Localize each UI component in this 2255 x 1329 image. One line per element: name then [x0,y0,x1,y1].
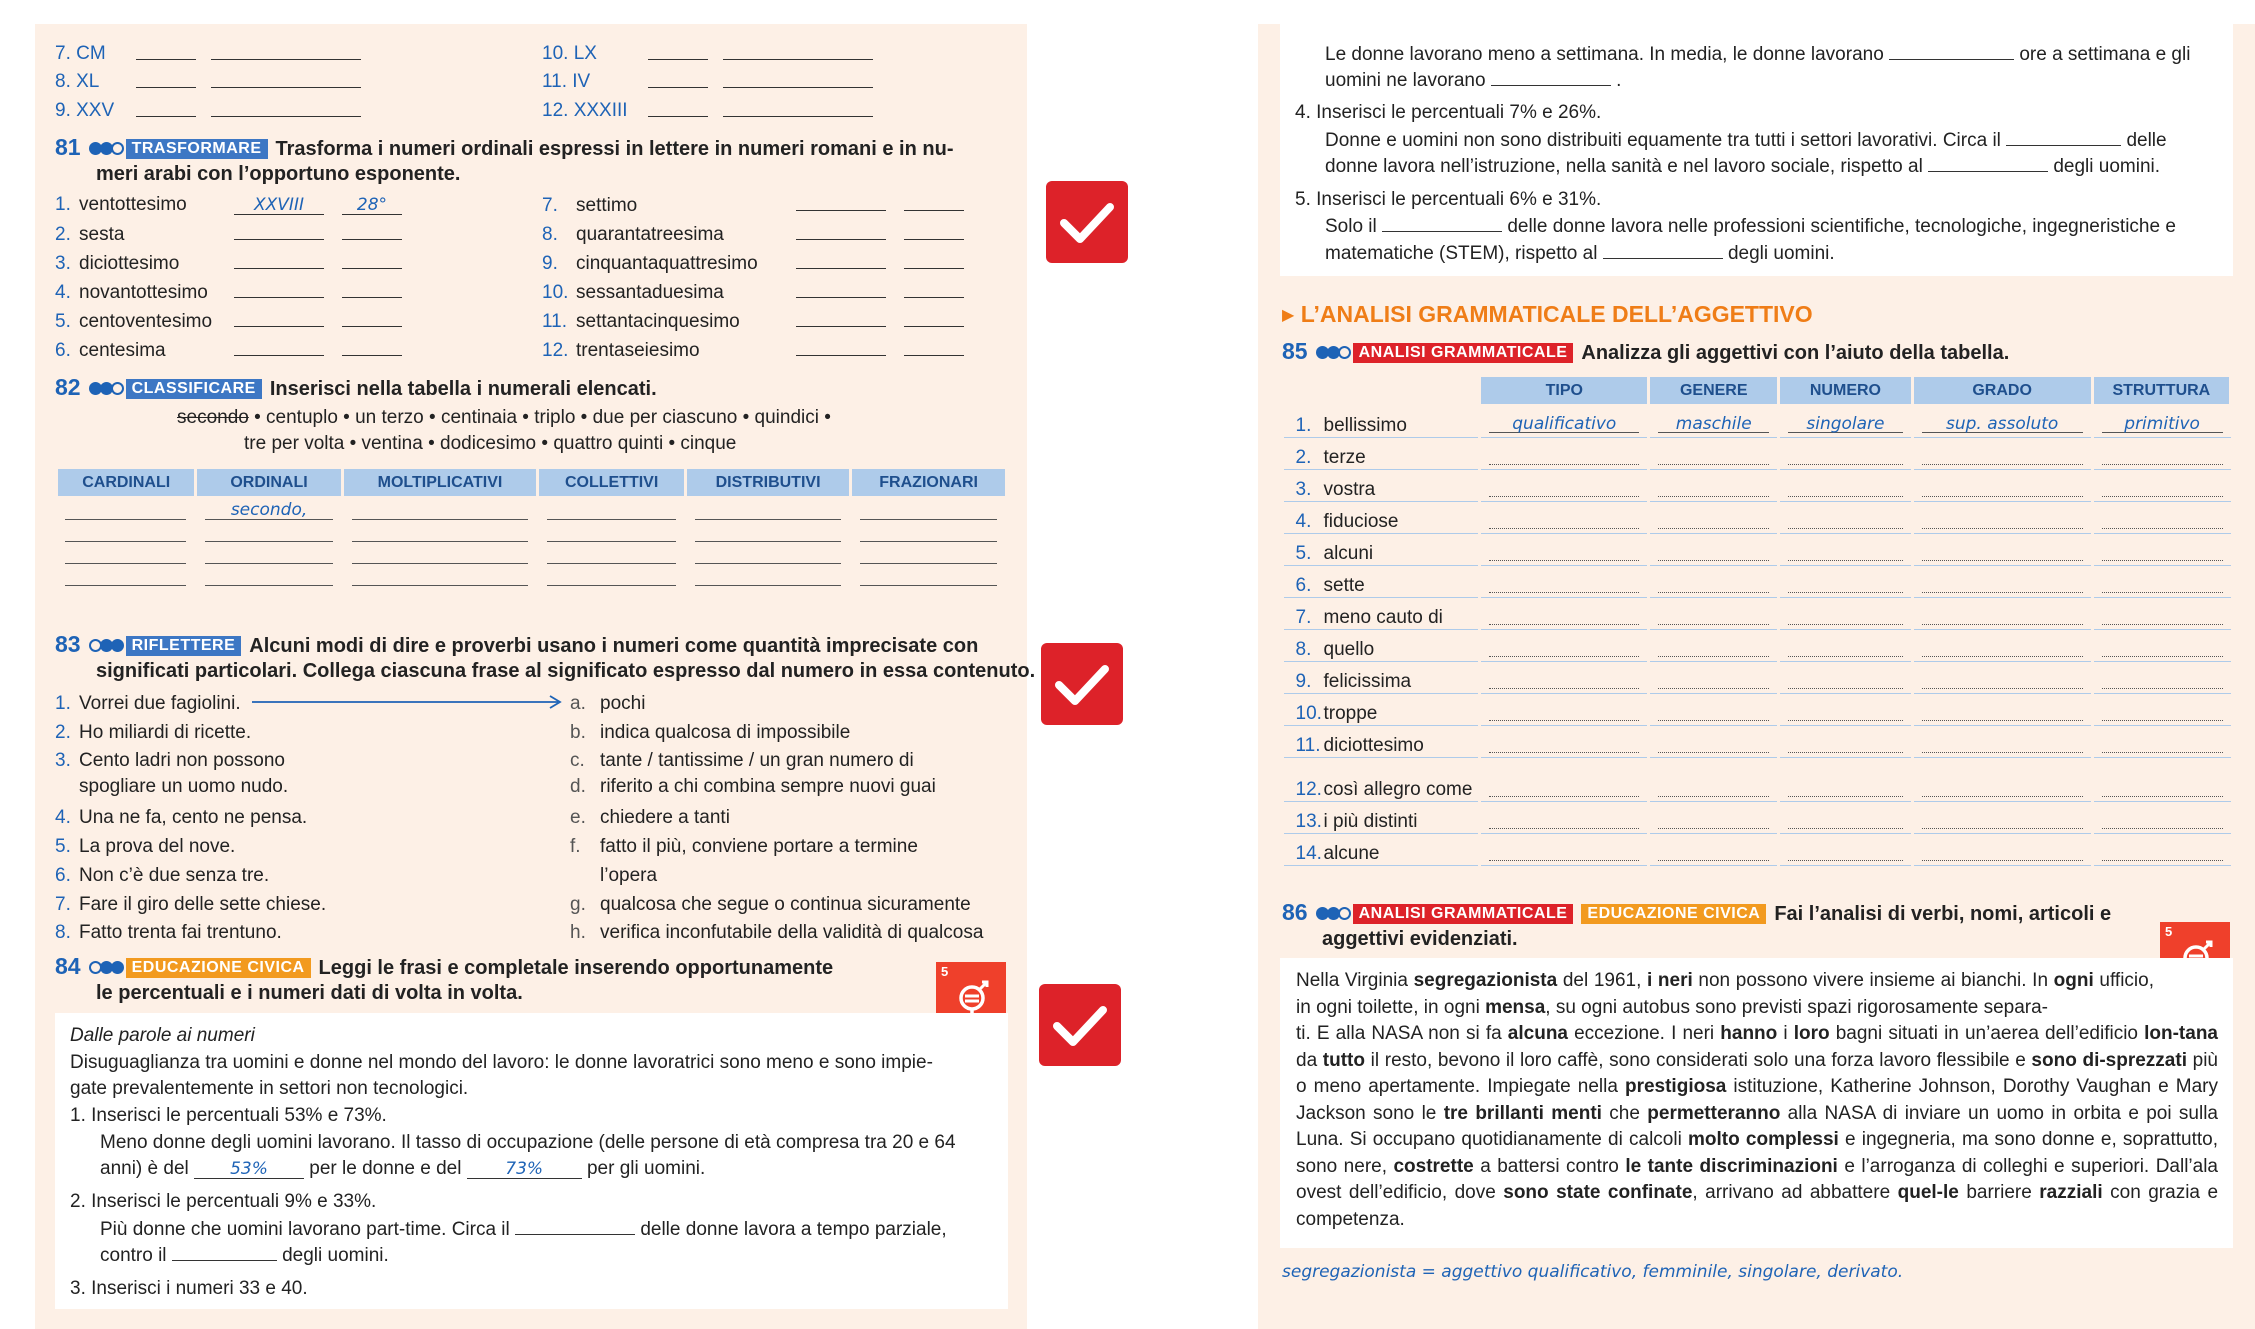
answer-line[interactable] [1788,605,1902,625]
ex83-title: 83 RIFLETTERE Alcuni modi di dire e proverbi usano i numeri come quantità imprecisate con [55,631,979,657]
ex83-phrase: 2. Ho miliardi di ricette. [55,722,252,743]
ex83-phrase: 1. Vorrei due fagiolini. [55,693,241,714]
ex82-header: CARDINALI [57,468,196,498]
ex84-q1-text-l2: anni) è del 53% per le donne e del 73% per gli uomini. [100,1158,706,1179]
ex81-item: 5. centoventesimo [55,309,402,334]
ex84-q5: 5. Inserisci le percentuali 6% e 31%. [1295,189,1602,210]
answer-line[interactable] [1489,509,1639,529]
table-row: 3. vostra [1284,470,2231,502]
answer-line[interactable] [695,522,841,542]
ex83-meaning: b. indica qualcosa di impossibile [570,722,851,743]
ex83-meaning: e. chiedere a tanti [570,807,730,828]
answer-line[interactable] [547,566,676,586]
answer-line[interactable] [2102,669,2223,689]
table-row: 11. diciottesimo [1284,726,2231,758]
answer-line[interactable] [695,544,841,564]
ex83-meaning: d. riferito a chi combina sempre nuovi guai [570,776,936,797]
ex82-title: 82 CLASSIFICARE Inserisci nella tabella i numerali elencati. [55,374,657,400]
ex85-header: STRUTTURA [2092,376,2230,406]
ex84-q2-text-l2: contro il degli uomini. [100,1245,389,1266]
answer-line[interactable] [1788,841,1902,861]
answer-line[interactable] [205,544,332,564]
answer-line[interactable] [2102,509,2223,529]
answer-line[interactable] [1922,733,2083,753]
table-row: 13.i più distinti [1284,802,2231,834]
answer-line[interactable] [1489,573,1639,593]
ex83-title-cont: significati particolari. Collega ciascuna frase al significato espresso dal numero in essa contenuto. [96,660,1036,682]
table-row: 2. terze [1284,438,2231,470]
ex83-meaning: g. qualcosa che segue o continua sicuramente [570,894,971,915]
ex84-box-title: Dalle parole ai numeri [70,1025,255,1046]
ex84-q3: 3. Inserisci i numeri 33 e 40. [70,1278,308,1299]
ex83-phrase: 6. Non c’è due senza tre. [55,865,270,886]
answer-line[interactable] [2102,573,2223,593]
answer-line[interactable]: qualificativo [1489,413,1639,433]
table-row: 4. fiduciose [1284,502,2231,534]
answer-line[interactable] [205,522,332,542]
table-row [57,564,1007,586]
table-row: 6. sette [1284,566,2231,598]
answer-line[interactable] [1489,477,1639,497]
table-row: 10.troppe [1284,694,2231,726]
answer-line[interactable] [2102,637,2223,657]
ex83-phrase: 7. Fare il giro delle sette chiese. [55,894,327,915]
ex86-passage-cont: ti. E alla NASA non si fa alcuna eccezione. I neri hanno i loro bagni situati in un’aerea dell’edificio lon-tana da tutto il resto, bevono il loro caffè, sono considerati solo una forza lavoro flessibile e sono di-sprezzati più o meno apertamente. Impiegate nella prestigiosa istituzione, Katherine Johnson, Dorothy Vaughan e Mary Jackson sono le tre brillanti menti che permetteranno alla NASA di inviare un uomo in orbita e poi sulla Luna. Si occupano quotidianamente di calcoli molto complessi e ingegneria, ma sono donne e, soprattutto, sono nere, costrette a battersi contro le tante discriminazioni e l’arroganza di colleghi e superiori. Dall’ala ovest dell’edificio, dove sono state confinate, arrivano ad abbattere quel-le barriere razziali con grazia e competenza. [1296,1023,2219,1230]
ex86-title: 86 ANALISI GRAMMATICALE EDUCAZIONE CIVICA Fai l’analisi di verbi, nomi, articoli e [1282,899,2112,925]
answer-line[interactable] [1489,841,1639,861]
answer-line[interactable] [1788,509,1902,529]
answer-line[interactable] [1922,605,2083,625]
answer-line[interactable] [1658,701,1769,721]
ex83-meaning: l’opera [600,865,658,886]
ex84-q1-text: Meno donne degli uomini lavorano. Il tasso di occupazione (delle persone di età compresa tra 20 e 64 [100,1132,956,1153]
answer-line[interactable] [1489,701,1639,721]
answer-line[interactable] [1922,477,2083,497]
section-title: ▶ L’ANALISI GRAMMATICALE DELL’AGGETTIVO [1282,301,1813,327]
answer-line[interactable] [1489,541,1639,561]
answer-line[interactable] [1788,477,1902,497]
answer-line[interactable] [2102,733,2223,753]
sdg-gender-equality-badge: 5 [936,962,1006,1032]
answer-line[interactable] [352,566,529,586]
ex84-q4: 4. Inserisci le percentuali 7% e 26%. [1295,102,1602,123]
ex81-title-cont: meri arabi con l’opportuno esponente. [96,163,461,185]
answer-line[interactable] [65,566,187,586]
answer-line[interactable] [1788,541,1902,561]
ex81-item: 2. sesta [55,222,402,247]
answer-line[interactable]: singolare [1788,413,1902,433]
answer-line[interactable]: sup. assoluto [1922,413,2083,433]
answer-line[interactable] [2102,605,2223,625]
table-row [57,520,1007,542]
connection-arrow [250,692,570,712]
answer-line[interactable] [1658,841,1769,861]
ex83-phrase: 3. Cento ladri non possono [55,750,285,771]
answer-line[interactable] [1658,669,1769,689]
ex81-item: 10. sessantaduesima [542,280,964,305]
table-row: 5. alcuni [1284,534,2231,566]
checkmark-icon [1041,643,1123,725]
answer-line[interactable] [2102,841,2223,861]
ex86-example: segregazionista = aggettivo qualificativo, femminile, singolare, derivato. [1282,1262,1904,1282]
ex84-q5-text-l2: matematiche (STEM), rispetto al degli uomini. [1325,243,1835,264]
check-ex81[interactable] [1046,181,1128,263]
ex81-item: 12. trentaseiesimo [542,338,964,363]
ex81-item: 1. ventottesimo XXVIII 28° [55,193,402,217]
table-row: 8. quello [1284,630,2231,662]
ex86-title-cont: aggettivi evidenziati. [1322,928,1518,950]
table-row: 7. meno cauto di [1284,598,2231,630]
table-row: 1. bellissimo qualificativo maschile singolare sup. assoluto primitivo [1284,406,2231,438]
answer-line[interactable] [1922,777,2083,797]
table-row: 12.così allegro come [1284,758,2231,802]
ex84-intro-l2: gate prevalentemente in settori non tecnologici. [70,1078,469,1099]
ex82-header: MOLTIPLICATIVI [342,468,538,498]
answer-line[interactable]: maschile [1658,413,1769,433]
answer-line[interactable] [1922,445,2083,465]
answer-line[interactable] [1489,809,1639,829]
answer-line[interactable]: primitivo [2102,413,2223,433]
ex85-header: NUMERO [1779,376,1912,406]
answer-line[interactable] [1922,509,2083,529]
answer-line[interactable] [65,522,187,542]
ex85-header: TIPO [1480,376,1649,406]
ex84-q3-text-l2: uomini ne lavorano . [1325,70,1622,91]
answer-line[interactable] [2102,445,2223,465]
ex84-q4-text: Donne e uomini non sono distribuiti equamente tra tutti i settori lavorativi. Circa il delle [1325,130,2167,151]
answer-line[interactable] [2102,541,2223,561]
ex84-intro: Disuguaglianza tra uomini e donne nel mondo del lavoro: le donne lavoratrici sono meno e sono impie- [70,1052,933,1073]
answer-line[interactable] [1658,477,1769,497]
answer-line[interactable] [1922,573,2083,593]
answer-line[interactable] [860,500,997,520]
ex83-phrase: 8. Fatto trenta fai trentuno. [55,922,282,943]
answer-line[interactable] [1922,841,2083,861]
answer-line[interactable] [695,500,841,520]
ex83-meaning: h. verifica inconfutabile della validità di qualcosa [570,922,984,943]
answer-line[interactable] [65,500,187,520]
answer-line[interactable] [1658,777,1769,797]
ex80-item: 11. IV [542,71,591,92]
sdg-gender-equality-badge: 5 [2160,922,2230,992]
check-ex84[interactable] [1039,984,1121,1066]
answer-line[interactable] [352,544,529,564]
answer-line[interactable] [1788,701,1902,721]
ex84-q2-text: Più donne che uomini lavorano part-time. Circa il delle donne lavora a tempo parziale, [100,1219,947,1240]
answer-line[interactable] [547,544,676,564]
ex82-header: ORDINALI [196,468,342,498]
checkmark-icon [1039,984,1121,1066]
ex84-q3-text: Le donne lavorano meno a settimana. In media, le donne lavorano ore a settimana e gli [1325,44,2191,65]
table-row: 14.alcune [1284,834,2231,866]
ex84-title-cont: le percentuali e i numeri dati di volta in volta. [96,982,523,1004]
ex86-passage: Nella Virginia segregazionista del 1961, i neri non possono vivere insieme ai bianchi. In ogni ufficio, in ogni toilette, in ogni mensa, su ogni autobus sono previsti spazi rigorosamente separa- [1296,970,2154,1018]
answer-line[interactable] [352,500,529,520]
ex81-item: 6. centesima [55,338,402,363]
check-ex83[interactable] [1041,643,1123,725]
ex83-phrase: spogliare un uomo nudo. [79,776,289,797]
answer-line[interactable] [1658,733,1769,753]
answer-line[interactable] [1922,541,2083,561]
ex85-header: GRADO [1912,376,2092,406]
answer-line[interactable] [2102,701,2223,721]
answer-line[interactable] [1788,809,1902,829]
answer-line[interactable] [1658,809,1769,829]
ex83-meaning: c. tante / tantissime / un gran numero di [570,750,914,771]
answer-line[interactable] [1922,637,2083,657]
ex81-item: 9. cinquantaquattresimo [542,251,964,276]
ex83-meaning: f. fatto il più, conviene portare a termine [570,836,918,857]
answer-line[interactable] [1922,809,2083,829]
ex80-item: 12. XXXIII [542,100,628,121]
answer-line[interactable] [1658,541,1769,561]
ex82-words: secondo • centuplo • un terzo • centinaia • triplo • due per ciascuno • quindici • [177,407,831,428]
ex82-table [55,466,1008,586]
answer-line[interactable] [1489,669,1639,689]
answer-line[interactable] [860,566,997,586]
table-row: 9. felicissima [1284,662,2231,694]
ex80-item: 7. CM [55,43,106,64]
ex81-item: 3. diciottesimo [55,251,402,276]
answer-line[interactable] [1489,733,1639,753]
answer-line[interactable] [1922,669,2083,689]
ex85-title: 85 ANALISI GRAMMATICALE Analizza gli aggettivi con l’aiuto della tabella. [1282,338,2010,364]
ex81-item: 4. novantottesimo [55,280,402,305]
ex80-item: 8. XL [55,71,100,92]
answer-line[interactable] [352,522,529,542]
ex80-item: 10. LX [542,43,597,64]
answer-line[interactable] [1922,701,2083,721]
answer-line[interactable] [695,566,841,586]
answer-line[interactable] [860,522,997,542]
ex81-item: 7. settimo [542,193,964,218]
ex82-header: FRAZIONARI [851,468,1007,498]
answer-line[interactable] [1658,637,1769,657]
ex84-q2: 2. Inserisci le percentuali 9% e 33%. [70,1191,377,1212]
ex84-q5-text: Solo il delle donne lavora nelle professioni scientifiche, tecnologiche, ingegneristiche e [1325,216,2176,237]
ex85-table [1282,374,2232,866]
checkmark-icon [1046,181,1128,263]
ex81-item: 8. quarantatreesima [542,222,964,247]
answer-line[interactable] [1658,445,1769,465]
answer-line[interactable] [547,500,676,520]
ex80-item: 9. XXV [55,100,115,121]
answer-line[interactable] [2102,809,2223,829]
answer-line[interactable] [1658,605,1769,625]
answer-line[interactable] [1788,733,1902,753]
ex82-words-l2: tre per volta • ventina • dodicesimo • quattro quinti • cinque [244,433,737,454]
answer-line[interactable] [1489,637,1639,657]
answer-line[interactable] [1489,777,1639,797]
ex83-meaning: a. pochi [570,693,646,714]
ex84-title: 84 EDUCAZIONE CIVICA Leggi le frasi e completale inserendo opportunamente [55,953,834,979]
ex81-title: 81 TRASFORMARE Trasforma i numeri ordinali espressi in lettere in numeri romani e in nu- [55,134,954,160]
answer-line[interactable] [1788,637,1902,657]
answer-line[interactable] [1788,777,1902,797]
ex83-phrase: 4. Una ne fa, cento ne pensa. [55,807,308,828]
answer-line[interactable] [2102,777,2223,797]
answer-line[interactable] [2102,477,2223,497]
ex85-header: GENERE [1649,376,1779,406]
answer-line[interactable] [1788,573,1902,593]
answer-line[interactable]: secondo, [205,500,332,520]
ex83-phrase: 5. La prova del nove. [55,836,236,857]
ex84-q4-text-l2: donne lavora nell’istruzione, nella sanità e nel lavoro sociale, rispetto al degli uomini. [1325,156,2161,177]
answer-line[interactable] [860,544,997,564]
ex84-q1: 1. Inserisci le percentuali 53% e 73%. [70,1105,387,1126]
ex81-item: 11. settantacinquesimo [542,309,964,334]
table-row [57,498,1007,520]
answer-line[interactable] [205,566,332,586]
answer-line[interactable] [1788,669,1902,689]
answer-line[interactable] [547,522,676,542]
answer-line[interactable] [1489,445,1639,465]
answer-line[interactable] [1489,605,1639,625]
answer-line[interactable] [65,544,187,564]
ex82-header: DISTRIBUTIVI [685,468,850,498]
ex82-header: COLLETTIVI [538,468,686,498]
table-row [57,542,1007,564]
answer-line[interactable] [1658,573,1769,593]
answer-line[interactable] [1658,509,1769,529]
answer-line[interactable] [1788,445,1902,465]
